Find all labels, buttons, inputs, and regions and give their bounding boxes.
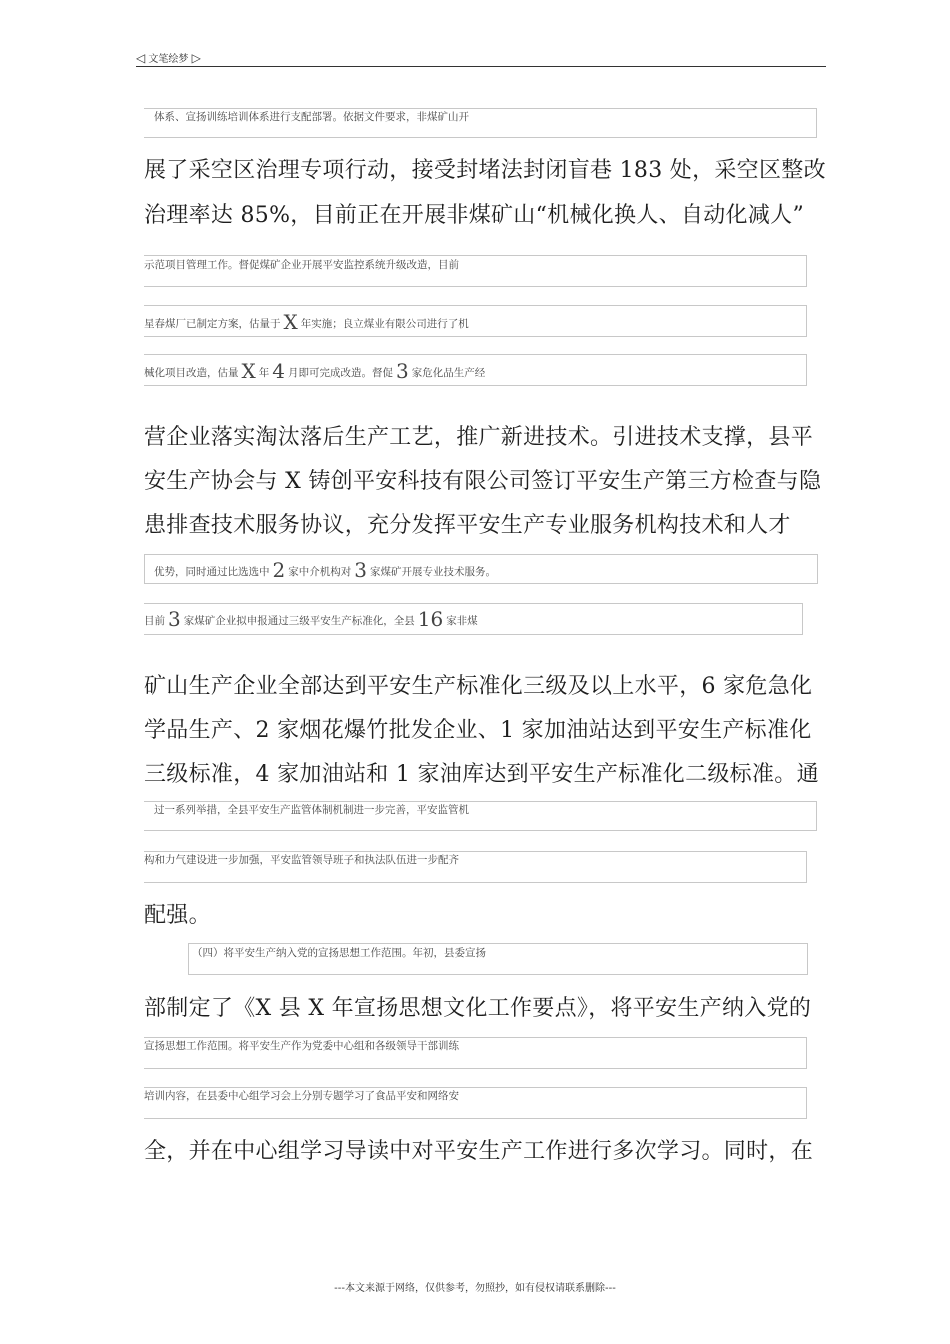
page-header	[136, 50, 201, 65]
body-text-line: 矿山生产企业全部达到平安生产标准化三级及以上水平，6 家危急化	[144, 674, 813, 699]
header-title: 文笔绘梦	[148, 54, 189, 65]
text-span: 3	[395, 359, 409, 383]
small-text-line: 体系、宣扬训练培训体系进行支配部署。依据文件要求，非煤矿山开	[154, 111, 469, 123]
body-text-line: 安生产协会与 X 铸创平安科技有限公司签订平安生产第三方检查与隐	[144, 469, 822, 494]
header-rule	[136, 66, 826, 67]
small-text-line: 宣扬思想工作范围。将平安生产作为党委中心组和各级领导干部训练	[144, 1040, 459, 1052]
text-span: 家危化品生产经	[411, 367, 486, 379]
text-span: 械化项目改造，估量	[144, 367, 239, 379]
text-span: 3	[168, 607, 181, 631]
triangle-right-icon: ▷	[191, 51, 201, 65]
body-text-line: 展了采空区治理专项行动，接受封堵法封闭盲巷 183 处，采空区整改	[144, 158, 826, 183]
text-span: 家煤矿企业拟申报通过三级平安生产标准化，全县	[183, 615, 415, 627]
text-span: X	[283, 310, 298, 334]
small-text-line	[144, 607, 478, 631]
text-span: 年实施；良立煤业有限公司进行了机	[300, 318, 469, 330]
text-span: 月即可完成改造。督促	[287, 367, 393, 379]
small-text-line	[144, 359, 485, 383]
text-span: 3	[354, 558, 367, 582]
text-span: 目前	[144, 615, 165, 627]
text-span: 家中介机构对	[288, 566, 352, 578]
text-span: 星春煤厂已制定方案，估量于	[144, 318, 281, 330]
text-span: 家非煤	[446, 615, 478, 627]
body-text-line: 配强。	[144, 903, 211, 928]
text-span: 年	[258, 367, 270, 379]
body-text-line: 学品生产、2 家烟花爆竹批发企业、1 家加油站达到平安生产标准化	[144, 718, 812, 743]
small-text-line: （四）将平安生产纳入党的宣扬思想工作范围。年初，县委宣扬	[192, 947, 486, 959]
body-text-line: 营企业落实淘汰落后生产工艺，推广新进技术。引进技术支撑，县平	[144, 425, 814, 450]
body-text-line: 治理率达 85%，目前正在开展非煤矿山“机械化换人、自动化减人”	[144, 203, 804, 228]
small-text-line: 过一系列举措，全县平安生产监管体制机制进一步完善，平安监管机	[154, 804, 469, 816]
text-span: 16	[417, 607, 444, 631]
small-text-line: 培训内容，在县委中心组学习会上分别专题学习了食品平安和网络安	[144, 1090, 459, 1102]
small-text-line: 示范项目管理工作。督促煤矿企业开展平安监控系统升级改造，目前	[144, 259, 459, 271]
small-text-line	[144, 310, 469, 334]
text-span: 4	[272, 359, 285, 383]
body-text-line: 部制定了《X 县 X 年宣扬思想文化工作要点》，将平安生产纳入党的	[144, 996, 812, 1021]
text-span: 家煤矿开展专业技术服务。	[369, 566, 496, 578]
text-span: X	[241, 359, 256, 383]
small-text-line	[154, 558, 496, 582]
body-text-line: 全，并在中心组学习导读中对平安生产工作进行多次学习。同时，在	[144, 1139, 814, 1164]
body-text-line: 患排查技术服务协议，充分发挥平安生产专业服务机构技术和人才	[144, 513, 791, 538]
text-span: 优势，同时通过比选选中	[154, 566, 270, 578]
body-text-line: 三级标准，4 家加油站和 1 家油库达到平安生产标准化二级标准。通	[144, 762, 819, 787]
page-footer: ---本文来源于网络，仅供参考，勿照抄，如有侵权请联系删除---	[334, 1283, 616, 1294]
text-span: 2	[272, 558, 286, 582]
small-text-line: 构和力气建设进一步加强，平安监管领导班子和执法队伍进一步配齐	[144, 854, 459, 866]
triangle-left-icon: ◁	[136, 51, 146, 65]
